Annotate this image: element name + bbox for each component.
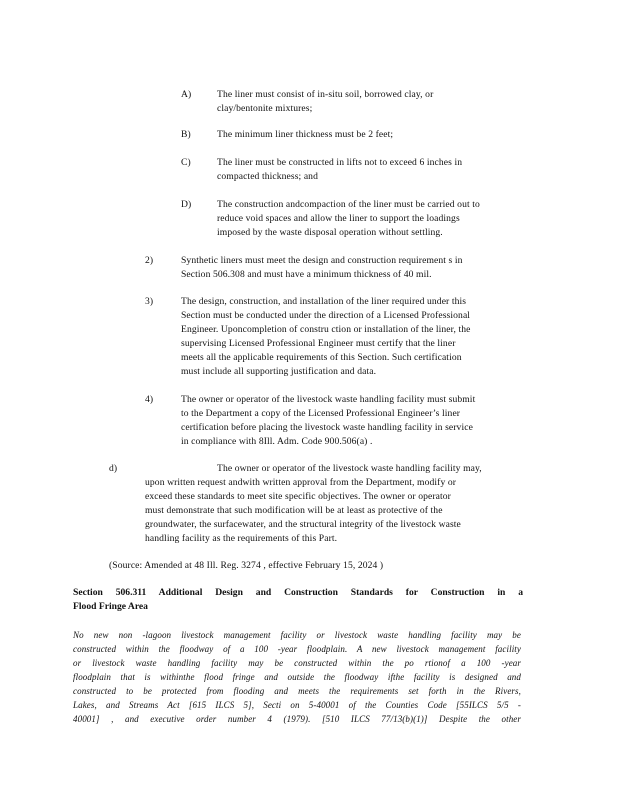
heading-line: Flood Fringe Area bbox=[73, 601, 148, 612]
text-line: The owner or operator of the livestock waste handling facility must submit bbox=[181, 394, 476, 405]
text-line: clay/bentonite mixtures; bbox=[217, 103, 313, 114]
text-line: The minimum liner thickness must be 2 feet; bbox=[217, 129, 394, 140]
item-text bbox=[217, 156, 519, 184]
text-line: reduce void spaces and allow the liner to support the loadings bbox=[217, 213, 460, 224]
item-label: 2) bbox=[145, 255, 154, 266]
item-label: A) bbox=[181, 89, 192, 100]
text-line: The liner must consist of in-situ soil, borrowed clay, or bbox=[217, 89, 434, 100]
item-text bbox=[217, 128, 485, 142]
text-line: meets all the applicable requirements of this Section. Such certification bbox=[181, 352, 462, 363]
section-heading bbox=[73, 586, 523, 614]
text-line: Section must be conducted under the direction of a Licensed Professional bbox=[181, 310, 471, 321]
text-line: in compliance with 8Ill. Adm. Code 900.506(a) . bbox=[181, 436, 373, 447]
text-line: Lakes, and Streams Act [615 ILCS 5], Secti on 5-40001 of the Counties Code [55ILCS 5/5 - bbox=[73, 700, 521, 710]
item-text bbox=[217, 198, 539, 240]
item-label: D) bbox=[181, 199, 192, 210]
text-line: imposed by the waste disposal operation without settling. bbox=[217, 227, 443, 238]
text-line: upon written request andwith written approval from the Department, modify or bbox=[145, 477, 457, 488]
text-line: or livestock waste handling facility may be constructed within the po rtionof a 100 -year bbox=[73, 658, 521, 668]
item-text bbox=[181, 393, 537, 449]
text-line: supervising Licensed Professional Engineer must certify that the liner bbox=[181, 338, 456, 349]
text-line: The design, construction, and installation of the liner required under this bbox=[181, 296, 467, 307]
text-line: The owner or operator of the livestock waste handling facility may, bbox=[217, 463, 482, 474]
text-line: The construction andcompaction of the liner must be carried out to bbox=[217, 199, 480, 210]
text-line: exceed these standards to meet site specific objectives. The owner or operator bbox=[145, 491, 451, 502]
text-line: No new non -lagoon livestock management facility or livestock waste handling facility may be bbox=[73, 630, 521, 640]
text-line: Synthetic liners must meet the design and construction requirement s in bbox=[181, 255, 463, 266]
text-line: floodplain that is withinthe flood fringe and outside the floodway ifthe facility is designed and bbox=[73, 672, 521, 682]
text-line: must demonstrate that such modification will be at least as protective of the bbox=[145, 505, 443, 516]
item-label: 4) bbox=[145, 394, 154, 405]
item-label: C) bbox=[181, 157, 191, 168]
section-body bbox=[73, 628, 521, 726]
text-line: 40001] , and executive order number 4 (1979). [510 ILCS 77/13(b)(1)] Despite the other bbox=[73, 714, 521, 724]
item-label: 3) bbox=[145, 296, 154, 307]
text-line: to the Department a copy of the Licensed Professional Engineer’s liner bbox=[181, 408, 461, 419]
text-line: certification before placing the livestock waste handling facility in service bbox=[181, 422, 473, 433]
text-line: groundwater, the surfacewater, and the structural integrity of the livestock waste bbox=[145, 519, 461, 530]
item-label: d) bbox=[109, 463, 118, 474]
item-text bbox=[217, 88, 485, 116]
item-text bbox=[181, 295, 536, 379]
item-text bbox=[181, 254, 526, 282]
item-label: B) bbox=[181, 129, 191, 140]
text-line: Section 506.308 and must have a minimum thickness of 40 mil. bbox=[181, 269, 432, 280]
item-text bbox=[145, 462, 538, 546]
text-line: constructed to be protected from flooding and meets the requirements set forth in the Rivers, bbox=[73, 686, 521, 696]
text-line: Engineer. Uponcompletion of constru ction or installation of the liner, the bbox=[181, 324, 471, 335]
heading-line: Section 506.311 Additional Design and Construction Standards for Construction in a bbox=[73, 587, 523, 598]
text-line: The liner must be constructed in lifts not to exceed 6 inches in bbox=[217, 157, 463, 168]
text-line: constructed within the floodway of a 100 -year floodplain. A new livestock management facility bbox=[73, 644, 521, 654]
text-line: must include all supporting justification and data. bbox=[181, 366, 377, 377]
source-note: (Source: Amended at 48 Ill. Reg. 3274 , effective February 15, 2024 ) bbox=[109, 560, 384, 571]
text-line: compacted thickness; and bbox=[217, 171, 318, 182]
text-line: handling facility as the requirements of this Part. bbox=[145, 533, 338, 544]
